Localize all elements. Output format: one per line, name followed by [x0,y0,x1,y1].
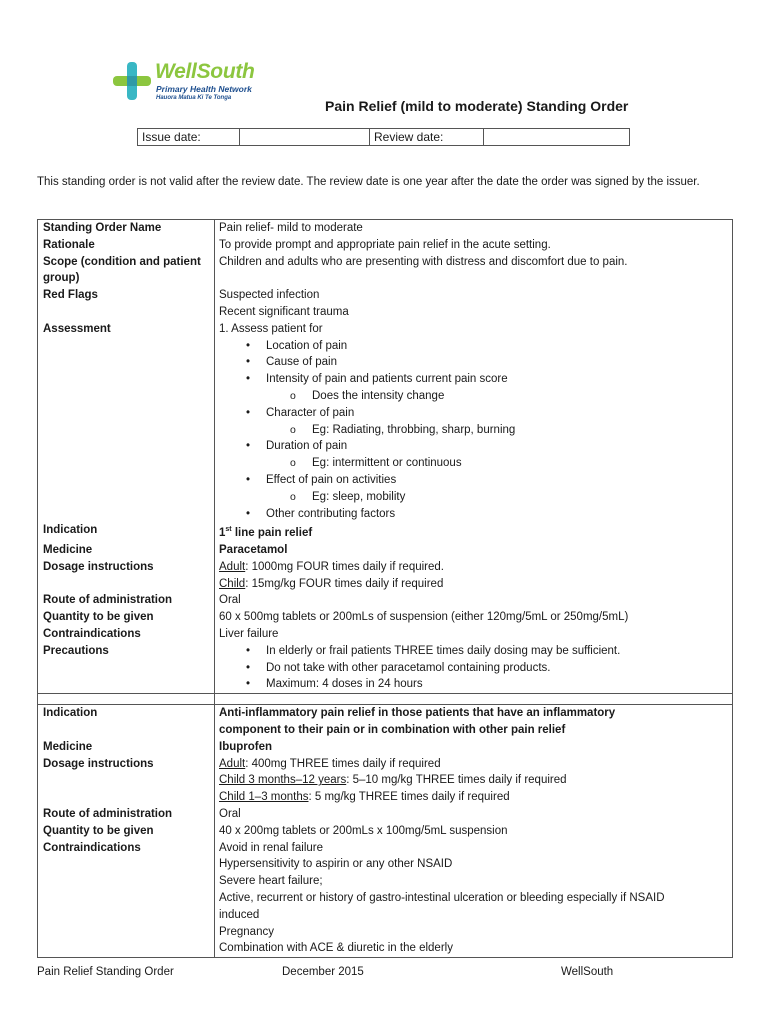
name-label: Standing Order Name [38,220,215,237]
cross-logo-icon [112,60,152,102]
ibuprofen-quantity-row [38,823,732,840]
issue-date-field[interactable] [240,129,370,146]
list-item: Hypersensitivity to aspirin or any other NSAID [219,858,453,871]
red-flag-item: Recent significant trauma [219,305,349,318]
dosage-value: Adult: 400mg THREE times daily if required Child 3 months–12 years: 5–10 mg/kg THREE times daily if required Child 1–3 months: 5 mg/kg THREE times daily if required [219,757,567,804]
dosage-label: Dosage instructions [38,756,215,806]
paracetamol-indication-row [38,522,732,542]
list-item: • Other contributing factors [219,506,732,523]
footer-right: WellSouth [561,966,614,978]
list-item: • Character of pain [219,405,732,422]
logo-tagline: Hauora Matua Ki Te Tonga [156,95,232,101]
dosage-label: Dosage instructions [38,559,215,593]
list-item: • Maximum: 4 doses in 24 hours [219,676,732,693]
wellsouth-logo [112,60,282,104]
list-item: • Do not take with other paracetamol containing products. [219,660,732,677]
paracetamol-dosage-row [38,559,732,593]
ibuprofen-indication-row [38,705,732,739]
page-title: Pain Relief (mild to moderate) Standing Order [325,98,629,114]
ibuprofen-medicine-row [38,739,732,756]
route-label: Route of administration [38,806,215,823]
indication-label: Indication [38,522,215,542]
route-label: Route of administration [38,592,215,609]
paracetamol-precautions-row [38,643,732,693]
route-value: Oral [219,807,241,820]
standing-order-table [37,219,733,958]
quantity-value: 60 x 500mg tablets or 200mLs of suspension (either 120mg/5mL or 250mg/5mL) [219,611,629,624]
contraindications-label: Contraindications [38,626,215,643]
contraindications-value [215,840,732,958]
list-item: Avoid in renal failure [219,841,323,854]
ibuprofen-contra-row [38,840,732,958]
list-item: Pregnancy [219,925,274,938]
sub-list-item: o Eg: intermittent or continuous [219,455,732,472]
medicine-label: Medicine [38,542,215,559]
sub-list-item: o Eg: sleep, mobility [219,489,732,506]
medicine-value: Paracetamol [219,543,288,556]
sub-list-item: o Does the intensity change [219,388,732,405]
sub-list-item: o Eg: Radiating, throbbing, sharp, burning [219,422,732,439]
section-divider [38,693,732,705]
rationale-row [38,237,732,254]
rationale-label: Rationale [38,237,215,254]
assessment-label: Assessment [38,321,215,523]
indication-value: Anti-inflammatory pain relief in those patients that have an inflammatory component to their pain or in combination with other pain relief [219,707,616,736]
paracetamol-medicine-row [38,542,732,559]
quantity-label: Quantity to be given [38,609,215,626]
contraindications-label: Contraindications [38,840,215,958]
name-row [38,220,732,237]
precautions-label: Precautions [38,643,215,693]
review-date-label: Review date: [370,129,484,146]
name-value: Pain relief- mild to moderate [219,222,363,234]
assessment-row [38,321,732,523]
footer-center: December 2015 [282,966,364,978]
contraindications-value: Liver failure [219,627,279,640]
precautions-value [215,643,732,693]
list-item: • Location of pain [219,338,732,355]
red-flags-value [215,287,732,321]
logo-subtitle: Primary Health Network [156,84,252,94]
paracetamol-quantity-row [38,609,732,626]
ibuprofen-dosage-row [38,756,732,806]
intro-text: This standing order is not valid after the review date. The review date is one year after the date the order was signed by the issuer. [37,176,700,188]
ibuprofen-route-row [38,806,732,823]
assessment-value [215,321,732,523]
medicine-value: Ibuprofen [219,740,273,753]
route-value: Oral [219,594,241,607]
list-item: Active, recurrent or history of gastro-intestinal ulceration or bleeding especially if NSAID induced [219,891,665,921]
logo-name: WellSouth [155,60,255,83]
indication-label: Indication [38,705,215,739]
rationale-value: To provide prompt and appropriate pain relief in the acute setting. [219,238,551,251]
paracetamol-contra-row [38,626,732,643]
list-item: • Effect of pain on activities [219,472,732,489]
issue-date-label: Issue date: [138,129,240,146]
assessment-intro: 1. Assess patient for [219,322,323,335]
red-flags-row [38,287,732,321]
red-flag-item: Suspected infection [219,289,320,302]
footer-left: Pain Relief Standing Order [37,966,174,978]
paracetamol-route-row [38,592,732,609]
list-item: Combination with ACE & diuretic in the elderly [219,942,453,955]
list-item: • Intensity of pain and patients current pain score [219,371,732,388]
quantity-label: Quantity to be given [38,823,215,840]
review-date-field[interactable] [484,129,630,146]
medicine-label: Medicine [38,739,215,756]
scope-label: Scope (condition and patient group) [38,254,215,288]
scope-value: Children and adults who are presenting with distress and discomfort due to pain. [219,255,628,268]
scope-row [38,254,732,288]
list-item: • Duration of pain [219,438,732,455]
list-item: • In elderly or frail patients THREE times daily dosing may be sufficient. [219,643,732,660]
dates-table [137,128,630,146]
quantity-value: 40 x 200mg tablets or 200mLs x 100mg/5mL suspension [219,824,508,837]
red-flags-label: Red Flags [38,287,215,321]
dosage-value: Adult: 1000mg FOUR times daily if required. Child: 15mg/kg FOUR times daily if required [219,560,444,590]
list-item: Severe heart failure; [219,875,323,888]
list-item: • Cause of pain [219,354,732,371]
indication-value: 1st line pain relief [219,526,313,540]
